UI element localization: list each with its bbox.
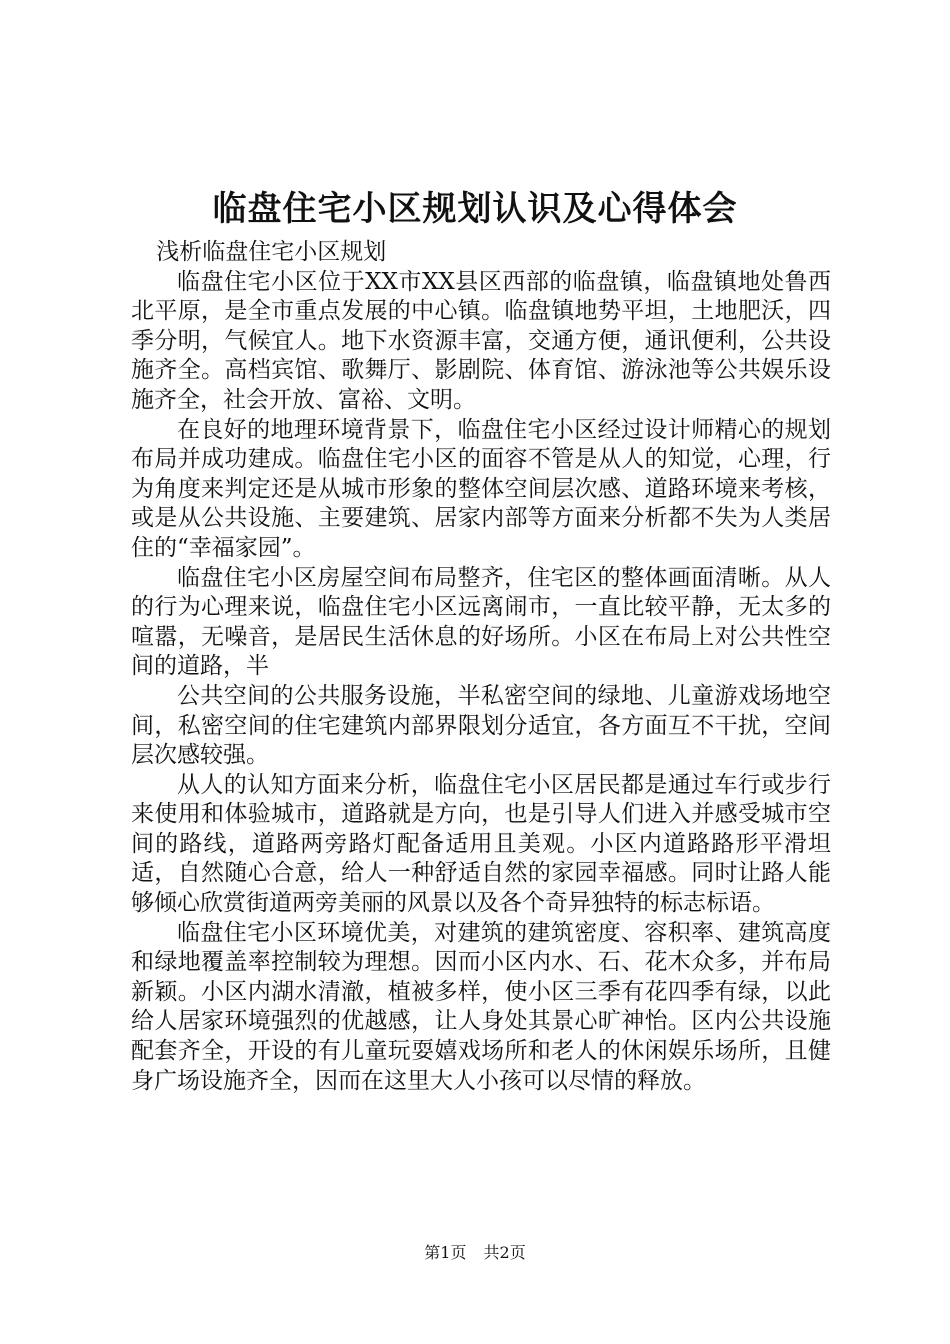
document-body: [131, 238, 831, 1096]
page-total: 共2页: [483, 1243, 526, 1262]
paragraph: 临盘住宅小区位于XX市XX县区西部的临盘镇，临盘镇地处鲁西北平原，是全市重点发展的中心镇。临盘镇地势平坦，土地肥沃，四季分明，气候宜人。地下水资源丰富，交通方便，通讯便利，公共设施齐全。高档宾馆、歌舞厅、影剧院、体育馆、游泳池等公共娱乐设施齐全，社会开放、富裕、文明。: [131, 268, 831, 413]
paragraph: 在良好的地理环境背景下，临盘住宅小区经过设计师精心的规划布局并成功建成。临盘住宅小区的面容不管是从人的知觉，心理，行为角度来判定还是从城市形象的整体空间层次感、道路环境来考核，或是从公共设施、主要建筑、居家内部等方面来分析都不失为人类居住的“幸福家园”。: [131, 416, 831, 561]
paragraph: 从人的认知方面来分析，临盘住宅小区居民都是通过车行或步行来使用和体验城市，道路就是方向，也是引导人们进入并感受城市空间的路线，道路两旁路灯配备适用且美观。小区内道路路形平滑坦适，自然随心合意，给人一种舒适自然的家园幸福感。同时让路人能够倾心欣赏街道两旁美丽的风景以及各个奇异独特的标志标语。: [131, 771, 831, 917]
paragraph: 公共空间的公共服务设施，半私密空间的绿地、儿童游戏场地空间，私密空间的住宅建筑内部界限划分适宜，各方面互不干扰，空间层次感较强。: [131, 682, 831, 769]
document-subtitle: 浅析临盘住宅小区规划: [156, 239, 387, 265]
document-title: 临盘住宅小区规划认识及心得体会: [212, 189, 738, 229]
page-number: 第1页: [424, 1243, 467, 1262]
paragraph: 临盘住宅小区环境优美，对建筑的建筑密度、容积率、建筑高度和绿地覆盖率控制较为理想。因而小区内水、石、花木众多，并布局新颖。小区内湖水清澈，植被多样，使小区三季有花四季有绿，以此给人居家环境强烈的优越感，让人身处其景心旷神怡。区内公共设施配套齐全，开设的有儿童玩耍嬉戏场所和老人的休闲娱乐场所，且健身广场设施齐全，因而在这里大人小孩可以尽情的释放。: [131, 919, 831, 1094]
page-footer: [0, 1243, 950, 1263]
paragraph: 临盘住宅小区房屋空间布局整齐，住宅区的整体画面清晰。从人的行为心理来说，临盘住宅小区远离闹市，一直比较平静，无太多的喧嚣，无噪音，是居民生活休息的好场所。小区在布局上对公共性空间的道路，半: [131, 564, 831, 680]
